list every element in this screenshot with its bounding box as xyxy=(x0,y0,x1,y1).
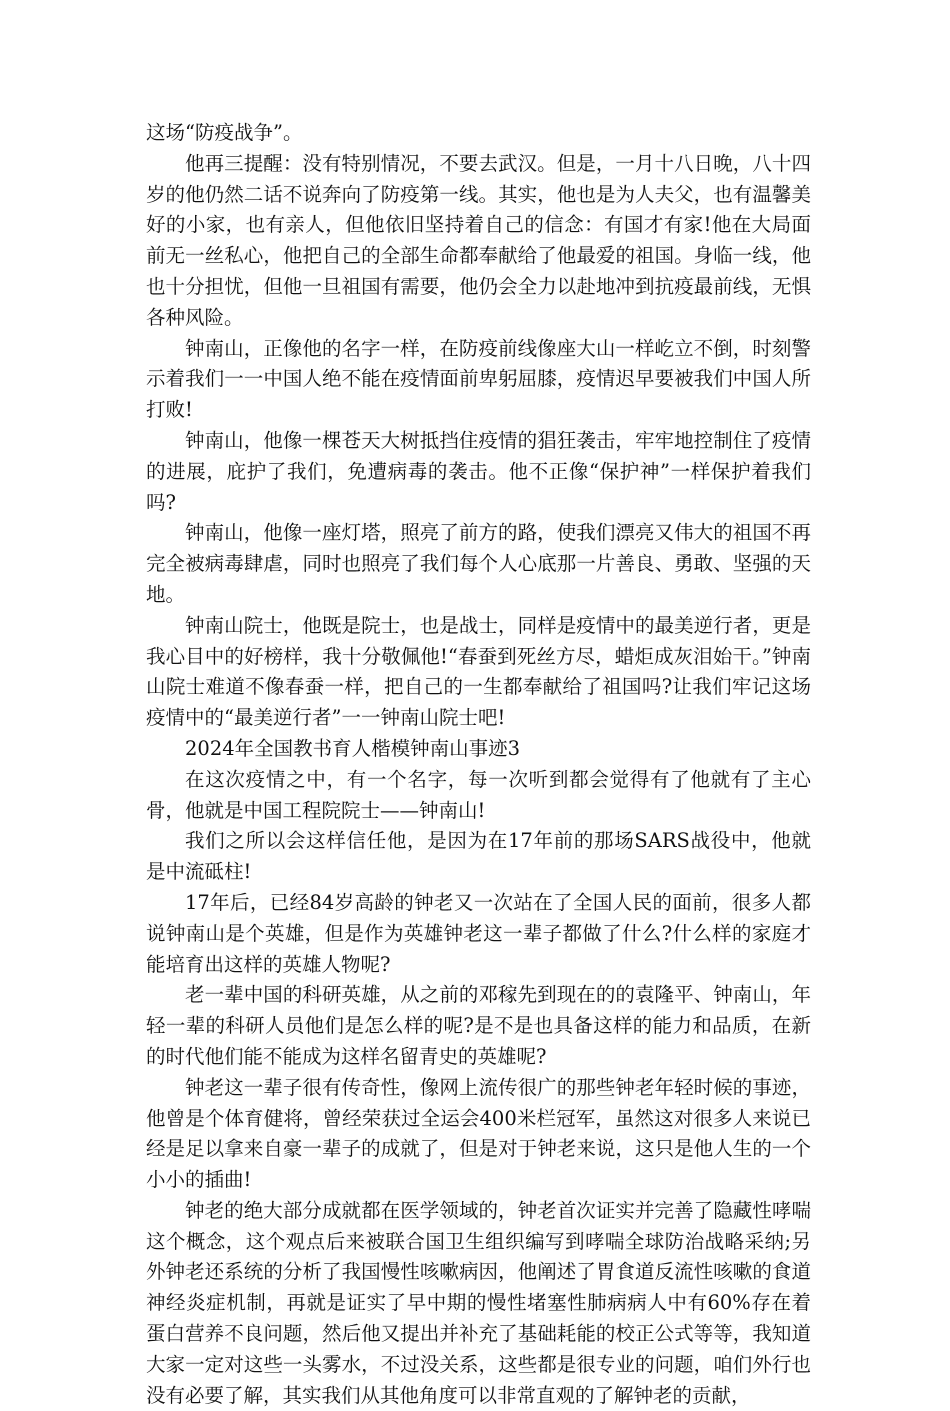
paragraph: 钟南山院士，他既是院士，也是战士，同样是疫情中的最美逆行者，更是我心目中的好榜样，我十分敬佩他!“春蚕到死丝方尽，蜡炬成灰泪始干。”钟南山院士难道不像春蚕一样，把自己的一生都奉献给了祖国吗?让我们牢记这场疫情中的“最美逆行者”一一钟南山院士吧! xyxy=(146,613,811,730)
paragraph: 17年后，已经84岁高龄的钟老又一次站在了全国人民的面前，很多人都说钟南山是个英雄，但是作为英雄钟老这一辈子都做了什么?什么样的家庭才能培育出这样的英雄人物呢? xyxy=(146,890,811,976)
paragraph: 这场“防疫战争”。 xyxy=(146,121,303,144)
paragraph: 钟老的绝大部分成就都在医学领域的，钟老首次证实并完善了隐藏性哮喘这个概念，这个观点后来被联合国卫生组织编写到哮喘全球防治战略采纳;另外钟老还系统的分析了我国慢性咳嗽病因，他阐述了胃食道反流性咳嗽的食道神经炎症机制，再就是证实了早中期的慢性堵塞性肺病病人中有60%存在着蛋白营养不良问题，然后他又提出并补充了基础耗能的校正公式等等，我知道大家一定对这些一头雾水，不过没关系，这些都是很专业的问题，咱们外行也没有必要了解，其实我们从其他角度可以非常直观的了解钟老的贡献， xyxy=(146,1198,811,1407)
paragraph: 在这次疫情之中，有一个名字，每一次听到都会觉得有了他就有了主心骨，他就是中国工程院院士——钟南山! xyxy=(146,767,811,822)
paragraph: 钟老这一辈子很有传奇性，像网上流传很广的那些钟老年轻时候的事迹，他曾是个体育健将，曾经荣获过全运会400米栏冠军，虽然这对很多人来说已经是足以拿来自豪一辈子的成就了，但是对于钟老来说，这只是他人生的一个小小的插曲! xyxy=(146,1075,811,1192)
paragraph: 他再三提醒：没有特别情况，不要去武汉。但是，一月十八日晚，八十四岁的他仍然二话不说奔向了防疫第一线。其实，他也是为人夫父，也有温馨美好的小家，也有亲人，但他依旧坚持着自己的信念：有国才有家!他在大局面前无一丝私心，他把自己的全部生命都奉献给了他最爱的祖国。身临一线，他也十分担忧，但他一旦祖国有需要，他仍会全力以赴地冲到抗疫最前线，无惧各种风险。 xyxy=(146,151,811,329)
document-page xyxy=(146,118,811,1411)
paragraph: 钟南山，他像一棵苍天大树抵挡住疫情的猖狂袭击，牢牢地控制住了疫情的进展，庇护了我们，免遭病毒的袭击。他不正像“保护神”一样保护着我们吗? xyxy=(146,428,811,514)
paragraph: 钟南山，正像他的名字一样，在防疫前线像座大山一样屹立不倒，时刻警示着我们一一中国人绝不能在疫情面前卑躬屈膝，疫情迟早要被我们中国人所打败! xyxy=(146,336,811,422)
paragraph: 钟南山，他像一座灯塔，照亮了前方的路，使我们漂亮又伟大的祖国不再完全被病毒肆虐，同时也照亮了我们每个人心底那一片善良、勇敢、坚强的天地。 xyxy=(146,521,811,606)
paragraph: 我们之所以会这样信任他，是因为在17年前的那场SARS战役中，他就是中流砥柱! xyxy=(146,829,811,884)
section-heading: 2024年全国教书育人楷模钟南山事迹3 xyxy=(185,736,521,760)
paragraph: 老一辈中国的科研英雄，从之前的邓稼先到现在的的袁隆平、钟南山，年轻一辈的科研人员他们是怎么样的呢?是不是也具备这样的能力和品质，在新的时代他们能不能成为这样名留青史的英雄呢? xyxy=(146,983,811,1068)
